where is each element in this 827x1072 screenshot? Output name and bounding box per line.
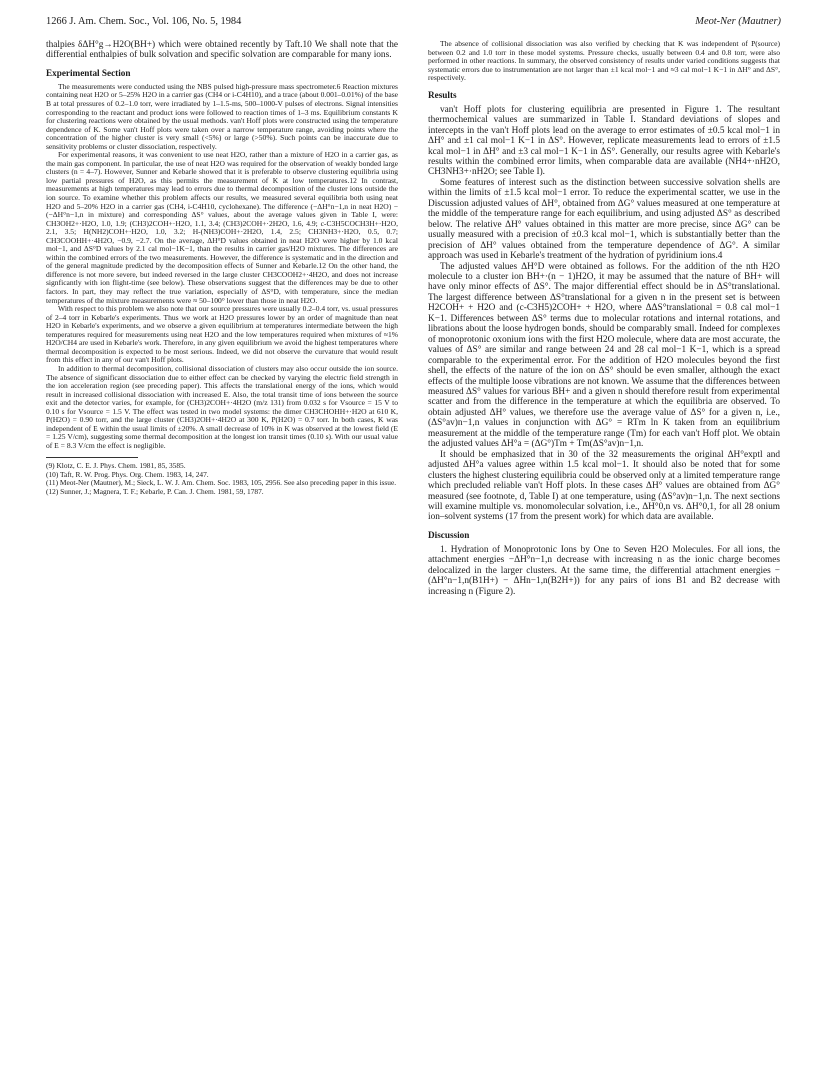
footnote-10: (10) Taft, R. W. Prog. Phys. Org. Chem. 1983, 14, 247. bbox=[46, 469, 209, 479]
discussion-heading: Discussion bbox=[428, 529, 470, 540]
exp-paragraph-2: For experimental reasons, it was convenient to use neat H2O, rather than a mixture of H2O in a carrier gas, as the main gas component. In particular, the use of neat H2O was required for the observation of weakly bonded large clusters (n = 4–7). However, Sunner and Kebarle showed that it is preferable to observe clustering equilibria using low partial pressures of H2O, as this permits the measurement of K at low temperatures.12 In contrast, measurements at high temperatures may lead to errors due to thermal decomposition of the cluster ions outside the ion source. To examine whether this problem affects our results, we measured several equilibria both using neat H2O and 5–20% H2O in a carrier gas (CH4, i-C4H10, cyclohexane). The difference (−ΔH°n−1,n in neat H2O) − (−ΔH°n−1,n in mixture) and corresponding ΔS° values, about the average values given in Table I, were: CH3OH2+·H2O, 1.0, 1.9; (CH3)2COH+·H2O, 1.1, 3.4; (CH3)2COH+·2H2O, 1.6, 4.9; c-C3H5COCH3H+·H2O, 2.1, 3.5; H(NH2)COH+·H2O, 1.0, 3.2; H-(NH3)COH+·2H2O, 1.4, 2.5; CH3NH3+·H2O, 0.5, 0.7; CH3COOHH+·4H2O, −0.9, −2.7. On the average, ΔH°D values obtained in neat H2O were higher by 1.0 kcal mol−1, and ΔS°D values by 2.1 cal mol−1K−1, than the results in carrier gas/H2O mixtures. The differences are within the combined errors of the two measurements. However, the difference is systematic and in the direction and of the general magnitude predicted by the decomposition effects of Sunner and Kebarle.12 On the other hand, the difference is not more severe, but indeed reversed in the large cluster CH3COOH2+·4H2O, and does not increase signficantly with ion flight-time (see below). These observations suggest that the differences may be due to other factors. In part, they may reflect the true variation, especially of ΔS°D, with temperature, since the median temperatures of the mixture measurements were ≈ 50–100° lower than those in neat H2O. bbox=[46, 150, 398, 305]
discussion-paragraph-1: 1. Hydration of Monoprotonic Ions by One to Seven H2O Molecules. For all ions, the attachment energies −ΔH°n−1,n decrease with increasing n as the ionic charge becomes delocalized in the larger clusters. At the same time, the differential attachment energies −(ΔH°n−1,n(B1H+) − ΔHn−1,n(B2H+)) for any pairs of ions B1 and B2 decrease with increasing n (Figure 2). bbox=[428, 544, 780, 597]
right-column bbox=[428, 40, 780, 597]
results-paragraph-4: It should be emphasized that in 30 of the 32 measurements the original ΔH°exptl and adjusted ΔH°a values agree within 1.5 kcal mol−1. It should also be noted that for some clusters the highest clustering equilibria could be observed only at a limited temperature range which precluded reliable van't Hoff plots. In these cases ΔH° values are obtained from ΔG° measured (see footnote, d, Table I) at one temperature, using (ΔS°av)n−1,n. The next sections will examine multiple vs. monomolecular solvation, i.e., ΔH°0,n vs. ΔH°0,1, for all 28 onium ion–solvent systems (17 from the present work) for which data are available. bbox=[428, 449, 780, 523]
page-journal-line: 1266 J. Am. Chem. Soc., Vol. 106, No. 5, 1984 bbox=[46, 16, 242, 27]
results-paragraph-3: The adjusted values ΔH°D were obtained as follows. For the addition of the nth H2O molecule to a cluster ion BH+·(n − 1)H2O, it may be assumed that the nature of BH+ will have only minor effects of ΔS°. The major differential effect should be in ΔS°translational. The largest difference between ΔS°translational for a given n in the present set is between H2COH+ + H2O and (c-C3H5)2COH+ + H2O, where ΔΔS°translational = 0.8 cal mol−1 K−1. Differences between ΔS° terms due to molecular rotations and internal rotations, and librations about the loose hydrogen bonds, should be comparably small. Indeed for complexes of monoprotonic oxonium ions with the first H2O molecule, where data are most accurate, the values of ΔS° are similar and range between 24 and 28 cal mol−1 K−1, which is a spread comparable to the experimental error. For the addition of H2O molecules beyond the first shell, the effects of the nature of the ion on ΔS° should be even smaller, although the exact effects of the multiple loose vibrations are not known. We assume that the differences between measured ΔS° values for various BH+ and a given n should therefore result from experimental scatter and from the difference in the temperature at which the equilibria are observed. To obtain adjusted ΔH° values, we therefore use the average value of ΔS° for a given n, i.e., (ΔS°av)n−1,n values in conjunction with ΔG° = RTm ln K taken from an equilibrium measurement at the middle of the temperature range (Tm) for each van't Hoff plot. We obtain the adjusted values ΔH°a = (ΔG°)Tm + Tm(ΔS°av)n−1,n. bbox=[428, 261, 780, 450]
footnote-12: (12) Sunner, J.; Magnera, T. F.; Kebarle, P. Can. J. Chem. 1981, 59, 1787. bbox=[46, 486, 264, 496]
exp-paragraph-1: The measurements were conducted using the NBS pulsed high-pressure mass spectrometer.6 Reaction mixtures containing neat H2O or 5–25% H2O in a carrier gas (CH4 or i-C4H10), and a trace (about 0.001–0.01%) of the base B at total pressures of 0.2–1.0 torr, were irradiated by 1–1.5-ms, 500–1000-V pulses of electrons. Signal intensities corresponding to the reactant and product ions were followed to reaction times of 1–3 ms. Equilibrium constants K for clustering reactions were obtained by the usual methods. van't Hoff plots were constructed using the temperature dependence of K. Some van't Hoff plots were taken over a narrow temperature range, avoiding points where the concentration of the higher cluster is very small (<5%) or large (>50%). Such points can be inaccurate due to sensitivity problems or cluster dissociation, respectively. bbox=[46, 81, 398, 151]
footnote-rule bbox=[46, 457, 138, 458]
exp-paragraph-3: With respect to this problem we also note that our source pressures were usually 0.2–0.4 torr, vs. usual pressures of 2–4 torr in Kebarle's experiments. Thus we work at H2O pressures lower by an order of magnitude than neat H2O in Kebarle's experiments, and we observe a given equilibrium at temperatures intermediate between the high temperatures required for measurements using neat H2O and the low temperatures required when mixtures of ≈1% H2O/CH4 are used in Kebarle's work. Therefore, in any given equilibrium we avoid the highest temperatures where thermal decomposition is expected to be most serious. Indeed, we did not observe the curvature that would result from this effect in any of our van't Hoff plots. bbox=[46, 304, 398, 365]
footnote-9: (9) Klotz, C. E. J. Phys. Chem. 1981, 85, 3585. bbox=[46, 461, 186, 471]
experimental-heading: Experimental Section bbox=[46, 67, 131, 78]
results-paragraph-1: van't Hoff plots for clustering equilibria are presented in Figure 1. The resultant thermochemical values are summarized in Table I. Standard deviations of slopes and intercepts in the van't Hoff plots lead on the average to error estimates of ±0.5 kcal mol−1 in ΔH° and ±1 cal mol−1 K−1 in ΔS°. However, replicate measurements lead to errors of ±1.5 kcal mol−1 in ΔH° and ±3 cal mol−1 K−1 in ΔS°. Generally, our results agree with Kebarle's results within the combined error limits, when comparable data are available (NH4+·nH2O, CH3NH3+·nH2O; see Table I). bbox=[428, 104, 780, 178]
results-heading: Results bbox=[428, 89, 457, 100]
running-authors: Meot-Ner (Mautner) bbox=[695, 16, 781, 27]
experimental-body bbox=[46, 83, 398, 451]
page-header bbox=[46, 16, 781, 30]
footnotes bbox=[46, 462, 398, 496]
checks-paragraph: The absence of collisional dissociation was also verified by checking that K was independent of P(source) between 0.2 and 1.0 torr in these model systems. Pressure checks, usually between 0.4 and 0.8 torr, were also performed in other reactions. In summary, the observed consistency of results under varied conditions suggests that systematic errors due to instrumentation are not larger than ±1 kcal mol−1 and ≈3 cal mol−1 K−1 in ΔH° and ΔS°, respectively. bbox=[428, 39, 780, 83]
results-paragraph-2: Some features of interest such as the distinction between successive solvation shells are within the limits of ±1.5 kcal mol−1 error. To reduce the experimental scatter, we use in the Discussion adjusted values of ΔH°, obtained from ΔG° values measured at one temperature at the middle of the temperature range for each equilibrium, and using adjusted ΔS° as described below. The relative ΔH° values obtained in this matter are more precise, since ΔG° can be usually measured with a precision of ±0.3 kcal mol−1, which is substantially better than the precision of ΔH° values obtained from the temperature dependence of ΔG°. A similar approach was used in Kebarle's treatment of the hydration of pyridinium ions.4 bbox=[428, 177, 780, 262]
results-body bbox=[428, 105, 780, 523]
footnote-11: (11) Meot-Ner (Mautner), M.; Sieck, L. W. J. Am. Chem. Soc. 1983, 105, 2956. See also preceding paper in this issue. bbox=[46, 478, 397, 488]
intro-paragraph: thalpies δΔH°g→H2O(BH+) which were obtained recently by Taft.10 We shall note that the differential enthalpies of bulk solvation and specific solvation are comparable for many ions. bbox=[46, 40, 398, 61]
exp-paragraph-4: In addition to thermal decomposition, collisional dissociation of clusters may also occur outside the ion source. The absence of significant dissociation due to either effect can be checked by varying the electric field strength in the ion acceleration region (see preceding paper). This affects the translational energy of the ions, which would result in increased collisional dissociation with increased E. Also, the total transit time of ions between the source exit and the detector varies, for example, for (CH3)2COH+·4H2O (m/z 131) from 0.032 s for Vsource = 15 V to 0.10 s for Vsource = 1.5 V. The effect was tested in two model systems: the dimer CH3CHOHH+·H2O at 610 K, P(H2O) = 0.90 torr, and the large cluster (CH3)2OH+·4H2O at 300 K, P(H2O) = 0.7 torr. In both cases, K was independent of E within the usual limits of ±20%. A small decrease of 10% in K was observed at the lowest field (E = 1.25 V/cm), suggesting some thermal decomposition at the longest ion transit times (0.10 s). With our usual value of E = 8.3 V/cm the effect is negligible. bbox=[46, 363, 398, 450]
left-column bbox=[46, 40, 398, 496]
